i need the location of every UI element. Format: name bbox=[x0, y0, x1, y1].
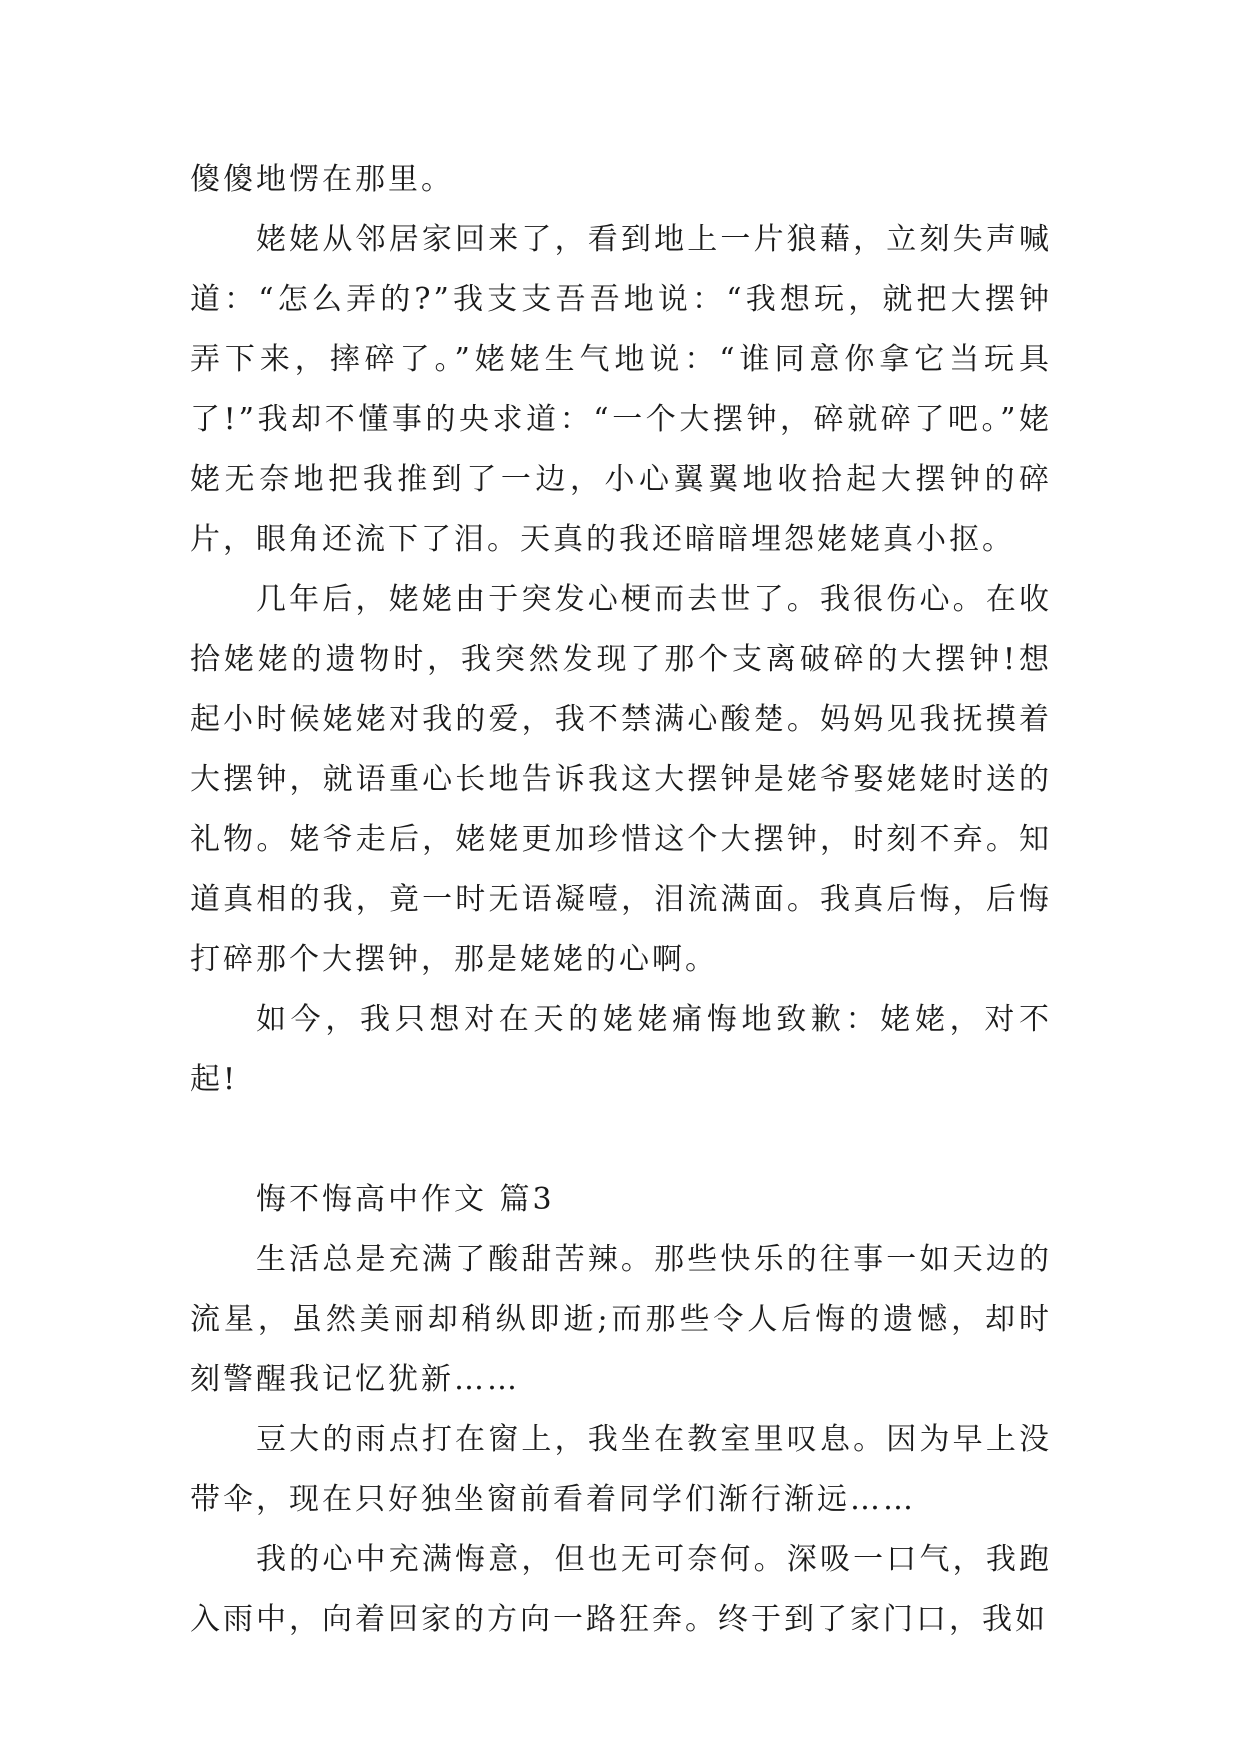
document-page bbox=[190, 150, 1052, 1650]
paragraph-3: 几年后，姥姥由于突发心梗而去世了。我很伤心。在收拾姥姥的遗物时，我突然发现了那个支离破碎的大摆钟!想起小时候姥姥对我的爱，我不禁满心酸楚。妈妈见我抚摸着大摆钟，就语重心长地告诉我这大摆钟是姥爷娶姥姥时送的礼物。姥爷走后，姥姥更加珍惜这个大摆钟，时刻不弃。知道真相的我，竟一时无语凝噎，泪流满面。我真后悔，后悔打碎那个大摆钟，那是姥姥的心啊。 bbox=[190, 582, 1052, 977]
paragraph-4: 如今，我只想对在天的姥姥痛悔地致歉：姥姥，对不起! bbox=[190, 1002, 1052, 1097]
paragraph-5: 生活总是充满了酸甜苦辣。那些快乐的往事一如天边的流星，虽然美丽却稍纵即逝;而那些令人后悔的遗憾，却时刻警醒我记忆犹新…… bbox=[190, 1242, 1052, 1397]
paragraph-2: 姥姥从邻居家回来了，看到地上一片狼藉，立刻失声喊道：“怎么弄的?”我支支吾吾地说：“我想玩，就把大摆钟弄下来，摔碎了。”姥姥生气地说：“谁同意你拿它当玩具了!”我却不懂事的央求道：“一个大摆钟，碎就碎了吧。”姥姥无奈地把我推到了一边，小心翼翼地收拾起大摆钟的碎片，眼角还流下了泪。天真的我还暗暗埋怨姥姥真小抠。 bbox=[190, 222, 1052, 557]
section-heading: 悔不悔高中作文 篇3 bbox=[256, 1182, 555, 1217]
paragraph-7: 我的心中充满悔意，但也无可奈何。深吸一口气，我跑入雨中，向着回家的方向一路狂奔。终于到了家门口，我如 bbox=[190, 1542, 1052, 1637]
paragraph-6: 豆大的雨点打在窗上，我坐在教室里叹息。因为早上没带伞，现在只好独坐窗前看着同学们渐行渐远…… bbox=[190, 1422, 1052, 1517]
paragraph-1: 傻傻地愣在那里。 bbox=[190, 162, 454, 197]
